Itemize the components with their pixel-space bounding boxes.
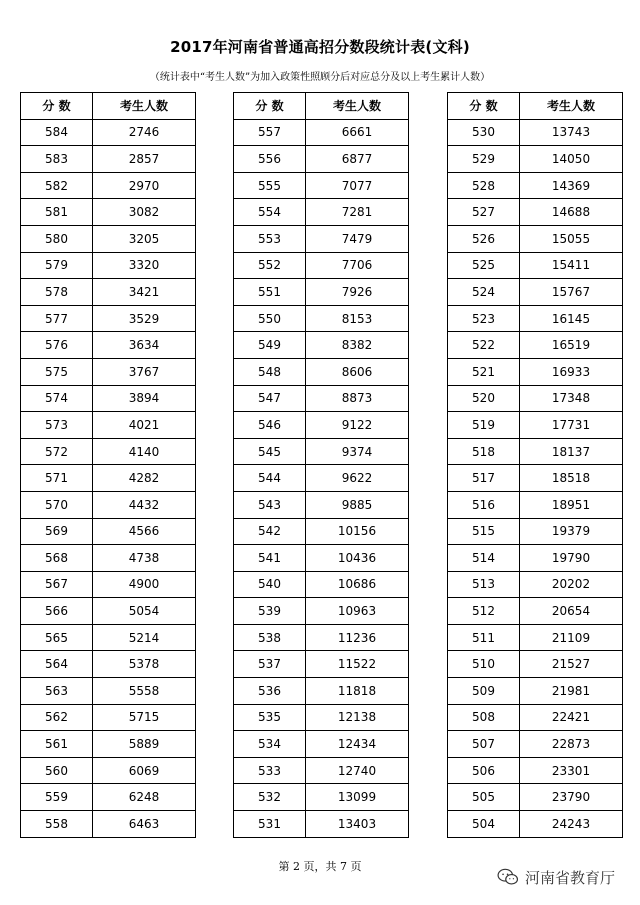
- score-cell: 530: [448, 119, 520, 146]
- score-cell: 508: [448, 704, 520, 731]
- score-cell: 527: [448, 199, 520, 226]
- table-row: [21, 731, 196, 758]
- score-cell: 523: [448, 305, 520, 332]
- score-cell: 511: [448, 624, 520, 651]
- count-cell: 17348: [520, 385, 623, 412]
- score-cell: 570: [21, 491, 93, 518]
- count-cell: 23301: [520, 757, 623, 784]
- table-row: [234, 465, 409, 492]
- score-cell: 517: [448, 465, 520, 492]
- table-row: [234, 731, 409, 758]
- table-row: [21, 651, 196, 678]
- table-row: [448, 332, 623, 359]
- table-row: [234, 332, 409, 359]
- count-cell: 15055: [520, 225, 623, 252]
- table-row: [448, 491, 623, 518]
- count-cell: 13403: [306, 811, 409, 838]
- table-row: [21, 491, 196, 518]
- count-cell: 3320: [93, 252, 196, 279]
- score-cell: 548: [234, 358, 306, 385]
- table-row: [21, 571, 196, 598]
- score-cell: 510: [448, 651, 520, 678]
- count-cell: 21109: [520, 624, 623, 651]
- score-cell: 580: [21, 225, 93, 252]
- count-cell: 8382: [306, 332, 409, 359]
- wechat-icon: [497, 868, 519, 886]
- count-cell: 11522: [306, 651, 409, 678]
- score-cell: 519: [448, 412, 520, 439]
- score-cell: 520: [448, 385, 520, 412]
- table-row: [234, 438, 409, 465]
- table-row: [448, 784, 623, 811]
- table-row: [448, 199, 623, 226]
- score-cell: 546: [234, 412, 306, 439]
- count-cell: 5214: [93, 624, 196, 651]
- count-cell: 14050: [520, 146, 623, 173]
- count-cell: 5054: [93, 598, 196, 625]
- count-cell: 12434: [306, 731, 409, 758]
- count-cell: 7281: [306, 199, 409, 226]
- count-cell: 10156: [306, 518, 409, 545]
- table-header-row: [234, 93, 409, 120]
- score-cell: 564: [21, 651, 93, 678]
- score-cell: 577: [21, 305, 93, 332]
- table-row: [234, 491, 409, 518]
- page-number: 第 2 页，共 7 页: [278, 860, 362, 873]
- count-header: 考生人数: [520, 93, 623, 120]
- count-cell: 3767: [93, 358, 196, 385]
- score-cell: 560: [21, 757, 93, 784]
- table-row: [234, 172, 409, 199]
- count-cell: 9622: [306, 465, 409, 492]
- score-cell: 552: [234, 252, 306, 279]
- watermark: [497, 866, 615, 888]
- table-row: [234, 518, 409, 545]
- table-row: [21, 119, 196, 146]
- score-cell: 525: [448, 252, 520, 279]
- count-cell: 3082: [93, 199, 196, 226]
- table-row: [234, 358, 409, 385]
- count-cell: 20654: [520, 598, 623, 625]
- score-cell: 566: [21, 598, 93, 625]
- score-cell: 531: [234, 811, 306, 838]
- score-cell: 524: [448, 279, 520, 306]
- count-cell: 24243: [520, 811, 623, 838]
- count-cell: 7926: [306, 279, 409, 306]
- count-cell: 21981: [520, 678, 623, 705]
- count-cell: 6661: [306, 119, 409, 146]
- count-cell: 3205: [93, 225, 196, 252]
- score-cell: 538: [234, 624, 306, 651]
- score-cell: 542: [234, 518, 306, 545]
- score-cell: 539: [234, 598, 306, 625]
- table-row: [21, 757, 196, 784]
- table-row: [21, 252, 196, 279]
- table-row: [21, 199, 196, 226]
- count-cell: 7077: [306, 172, 409, 199]
- score-cell: 537: [234, 651, 306, 678]
- table-row: [234, 545, 409, 572]
- count-cell: 6877: [306, 146, 409, 173]
- score-table-3: [447, 92, 623, 838]
- count-cell: 21527: [520, 651, 623, 678]
- count-cell: 6248: [93, 784, 196, 811]
- score-cell: 512: [448, 598, 520, 625]
- table-row: [448, 624, 623, 651]
- score-cell: 569: [21, 518, 93, 545]
- count-cell: 3634: [93, 332, 196, 359]
- score-cell: 505: [448, 784, 520, 811]
- score-cell: 573: [21, 412, 93, 439]
- table-row: [448, 252, 623, 279]
- count-cell: 10686: [306, 571, 409, 598]
- table-row: [234, 571, 409, 598]
- count-cell: 8606: [306, 358, 409, 385]
- score-cell: 559: [21, 784, 93, 811]
- table-row: [21, 811, 196, 838]
- score-cell: 555: [234, 172, 306, 199]
- score-cell: 575: [21, 358, 93, 385]
- table-row: [21, 279, 196, 306]
- table-row: [448, 225, 623, 252]
- table-row: [21, 358, 196, 385]
- score-cell: 541: [234, 545, 306, 572]
- count-cell: 4140: [93, 438, 196, 465]
- score-cell: 534: [234, 731, 306, 758]
- score-cell: 551: [234, 279, 306, 306]
- score-cell: 504: [448, 811, 520, 838]
- score-cell: 565: [21, 624, 93, 651]
- score-cell: 583: [21, 146, 93, 173]
- table-row: [234, 598, 409, 625]
- score-cell: 563: [21, 678, 93, 705]
- count-cell: 17731: [520, 412, 623, 439]
- score-cell: 547: [234, 385, 306, 412]
- table-row: [448, 598, 623, 625]
- score-table-1: [20, 92, 196, 838]
- table-note: （统计表中“考生人数”为加入政策性照顾分后对应总分及以上考生累计人数）: [149, 72, 491, 83]
- count-cell: 19790: [520, 545, 623, 572]
- score-cell: 561: [21, 731, 93, 758]
- score-cell: 533: [234, 757, 306, 784]
- table-row: [234, 757, 409, 784]
- score-header: 分 数: [448, 93, 520, 120]
- count-cell: 14688: [520, 199, 623, 226]
- count-cell: 15767: [520, 279, 623, 306]
- table-row: [21, 225, 196, 252]
- count-cell: 7479: [306, 225, 409, 252]
- score-cell: 515: [448, 518, 520, 545]
- table-row: [448, 385, 623, 412]
- count-cell: 2746: [93, 119, 196, 146]
- table-row: [234, 678, 409, 705]
- score-cell: 529: [448, 146, 520, 173]
- table-row: [21, 146, 196, 173]
- score-cell: 544: [234, 465, 306, 492]
- score-cell: 535: [234, 704, 306, 731]
- score-cell: 516: [448, 491, 520, 518]
- count-header: 考生人数: [93, 93, 196, 120]
- count-cell: 22421: [520, 704, 623, 731]
- table-row: [448, 465, 623, 492]
- count-cell: 9885: [306, 491, 409, 518]
- table-row: [234, 651, 409, 678]
- table-row: [234, 199, 409, 226]
- table-row: [234, 704, 409, 731]
- score-cell: 528: [448, 172, 520, 199]
- table-row: [448, 305, 623, 332]
- table-row: [448, 438, 623, 465]
- score-cell: 579: [21, 252, 93, 279]
- score-cell: 513: [448, 571, 520, 598]
- table-row: [234, 412, 409, 439]
- score-cell: 567: [21, 571, 93, 598]
- table-row: [21, 784, 196, 811]
- count-cell: 13099: [306, 784, 409, 811]
- table-row: [448, 412, 623, 439]
- count-cell: 14369: [520, 172, 623, 199]
- table-row: [21, 172, 196, 199]
- count-cell: 4738: [93, 545, 196, 572]
- score-cell: 522: [448, 332, 520, 359]
- count-cell: 8873: [306, 385, 409, 412]
- count-cell: 13743: [520, 119, 623, 146]
- score-cell: 536: [234, 678, 306, 705]
- count-cell: 18137: [520, 438, 623, 465]
- count-cell: 4021: [93, 412, 196, 439]
- score-cell: 526: [448, 225, 520, 252]
- table-row: [448, 731, 623, 758]
- score-cell: 568: [21, 545, 93, 572]
- count-cell: 23790: [520, 784, 623, 811]
- count-cell: 12138: [306, 704, 409, 731]
- count-cell: 10963: [306, 598, 409, 625]
- score-cell: 532: [234, 784, 306, 811]
- table-row: [448, 119, 623, 146]
- table-row: [21, 704, 196, 731]
- table-row: [448, 757, 623, 784]
- score-cell: 558: [21, 811, 93, 838]
- score-cell: 582: [21, 172, 93, 199]
- count-cell: 19379: [520, 518, 623, 545]
- count-cell: 16933: [520, 358, 623, 385]
- score-cell: 518: [448, 438, 520, 465]
- count-cell: 2857: [93, 146, 196, 173]
- table-row: [21, 598, 196, 625]
- score-cell: 574: [21, 385, 93, 412]
- count-cell: 9122: [306, 412, 409, 439]
- table-row: [234, 146, 409, 173]
- count-cell: 2970: [93, 172, 196, 199]
- count-cell: 5558: [93, 678, 196, 705]
- table-row: [448, 518, 623, 545]
- count-cell: 4432: [93, 491, 196, 518]
- count-cell: 15411: [520, 252, 623, 279]
- table-row: [21, 438, 196, 465]
- count-cell: 3894: [93, 385, 196, 412]
- table-row: [21, 545, 196, 572]
- table-row: [234, 784, 409, 811]
- count-header: 考生人数: [306, 93, 409, 120]
- count-cell: 8153: [306, 305, 409, 332]
- score-cell: 572: [21, 438, 93, 465]
- table-row: [234, 811, 409, 838]
- table-row: [21, 332, 196, 359]
- table-row: [448, 358, 623, 385]
- count-cell: 4900: [93, 571, 196, 598]
- table-row: [448, 146, 623, 173]
- page-title: 2017年河南省普通高招分数段统计表(文科): [170, 38, 470, 56]
- table-row: [21, 518, 196, 545]
- score-cell: 543: [234, 491, 306, 518]
- score-cell: 562: [21, 704, 93, 731]
- count-cell: 6069: [93, 757, 196, 784]
- count-cell: 10436: [306, 545, 409, 572]
- score-cell: 578: [21, 279, 93, 306]
- score-cell: 553: [234, 225, 306, 252]
- score-cell: 581: [21, 199, 93, 226]
- table-row: [21, 412, 196, 439]
- table-row: [448, 811, 623, 838]
- count-cell: 16519: [520, 332, 623, 359]
- score-cell: 550: [234, 305, 306, 332]
- score-cell: 576: [21, 332, 93, 359]
- table-row: [448, 571, 623, 598]
- table-header-row: [21, 93, 196, 120]
- count-cell: 9374: [306, 438, 409, 465]
- count-cell: 5715: [93, 704, 196, 731]
- table-row: [234, 252, 409, 279]
- score-cell: 507: [448, 731, 520, 758]
- table-row: [448, 545, 623, 572]
- table-row: [21, 465, 196, 492]
- count-cell: 5889: [93, 731, 196, 758]
- score-cell: 584: [21, 119, 93, 146]
- count-cell: 22873: [520, 731, 623, 758]
- score-header: 分 数: [21, 93, 93, 120]
- watermark-text: 河南省教育厅: [525, 868, 616, 887]
- table-row: [234, 385, 409, 412]
- count-cell: 18518: [520, 465, 623, 492]
- score-cell: 571: [21, 465, 93, 492]
- table-row: [234, 119, 409, 146]
- table-row: [234, 225, 409, 252]
- count-cell: 18951: [520, 491, 623, 518]
- table-row: [21, 305, 196, 332]
- table-row: [448, 678, 623, 705]
- table-row: [21, 624, 196, 651]
- count-cell: 6463: [93, 811, 196, 838]
- score-cell: 557: [234, 119, 306, 146]
- table-row: [234, 305, 409, 332]
- count-cell: 4566: [93, 518, 196, 545]
- score-table-2: [233, 92, 409, 838]
- score-cell: 521: [448, 358, 520, 385]
- count-cell: 12740: [306, 757, 409, 784]
- score-cell: 549: [234, 332, 306, 359]
- count-cell: 4282: [93, 465, 196, 492]
- table-row: [448, 279, 623, 306]
- score-cell: 554: [234, 199, 306, 226]
- count-cell: 7706: [306, 252, 409, 279]
- table-row: [448, 172, 623, 199]
- table-row: [448, 651, 623, 678]
- count-cell: 3529: [93, 305, 196, 332]
- count-cell: 11236: [306, 624, 409, 651]
- score-cell: 514: [448, 545, 520, 572]
- score-cell: 556: [234, 146, 306, 173]
- table-row: [448, 704, 623, 731]
- score-cell: 545: [234, 438, 306, 465]
- table-row: [234, 624, 409, 651]
- count-cell: 20202: [520, 571, 623, 598]
- table-header-row: [448, 93, 623, 120]
- count-cell: 3421: [93, 279, 196, 306]
- score-header: 分 数: [234, 93, 306, 120]
- table-row: [21, 385, 196, 412]
- count-cell: 11818: [306, 678, 409, 705]
- count-cell: 16145: [520, 305, 623, 332]
- table-row: [21, 678, 196, 705]
- table-row: [234, 279, 409, 306]
- score-cell: 509: [448, 678, 520, 705]
- count-cell: 5378: [93, 651, 196, 678]
- score-cell: 540: [234, 571, 306, 598]
- score-cell: 506: [448, 757, 520, 784]
